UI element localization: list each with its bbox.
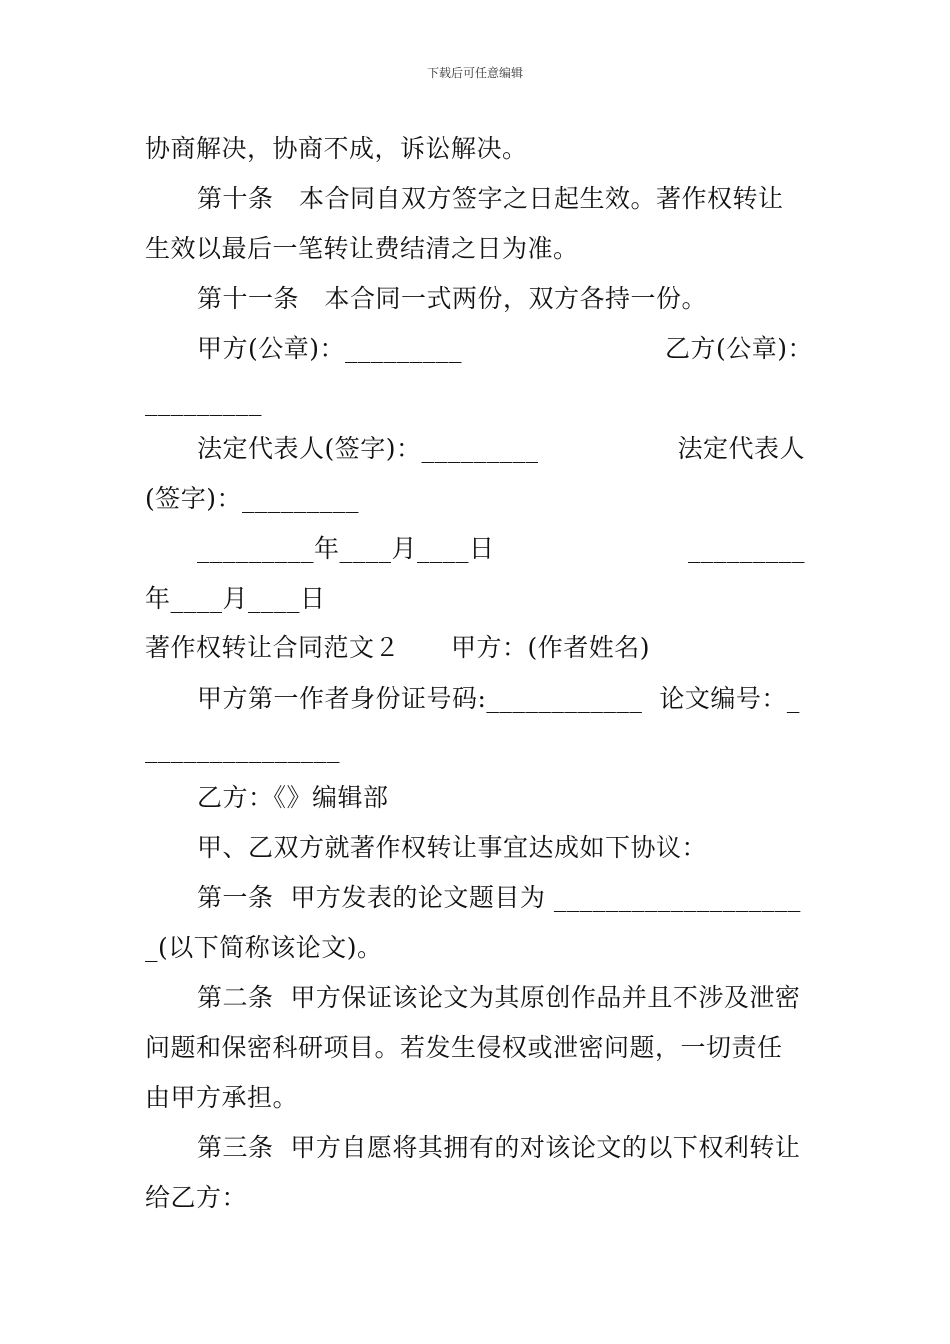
party-b-date-line: 年____月____日 [145, 584, 326, 613]
party-a-representative-line: 法定代表人(签字)：_________ [197, 434, 539, 463]
signature-blank: _________ [145, 387, 262, 416]
party-b-line: 乙方：《》编辑部 [197, 783, 389, 812]
party-a-seal-line: 甲方(公章)：_________ [197, 334, 463, 363]
article-11-line: 第十一条 本合同一式两份，双方各持一份。 [197, 284, 708, 313]
party-b-signature-line: (签字)：_________ [145, 484, 360, 513]
paragraph-line: 给乙方： [145, 1183, 248, 1212]
party-b-representative-line: 法定代表人 [677, 434, 805, 463]
article-3-line: 第三条 甲方自愿将其拥有的对该论文的以下权利转让 [197, 1133, 801, 1162]
paragraph-line: 协商解决，协商不成，诉讼解决。 [145, 134, 528, 163]
agreement-intro-line: 甲、乙双方就著作权转让事宜达成如下协议： [197, 833, 708, 862]
paragraph-line: 问题和保密科研项目。若发生侵权或泄密问题，一切责任 [145, 1033, 783, 1062]
article-10-line: 第十条 本合同自双方签字之日起生效。著作权转让 [197, 184, 784, 213]
party-a-date-line: _________年____月____日 [197, 534, 495, 563]
paper-number-blank: _______________ [145, 734, 340, 763]
section-title-line: 著作权转让合同范文２ 甲方：(作者姓名) [145, 633, 651, 662]
party-b-date-blank: _________ [688, 534, 805, 563]
page-header: 下载后可任意编辑 [426, 66, 523, 80]
author-id-line: 甲方第一作者身份证号码:____________ 论文编号：_ [197, 684, 800, 713]
party-b-seal-line: 乙方(公章)： [664, 334, 813, 363]
paragraph-line: 由甲方承担。 [145, 1083, 299, 1112]
paragraph-line: 生效以最后一笔转让费结清之日为准。 [145, 234, 579, 263]
article-1-line: 第一条 甲方发表的论文题目为 ___________________ [197, 883, 801, 912]
paragraph-line: _(以下简称该论文)。 [145, 933, 383, 962]
article-2-line: 第二条 甲方保证该论文为其原创作品并且不涉及泄密 [197, 983, 801, 1012]
